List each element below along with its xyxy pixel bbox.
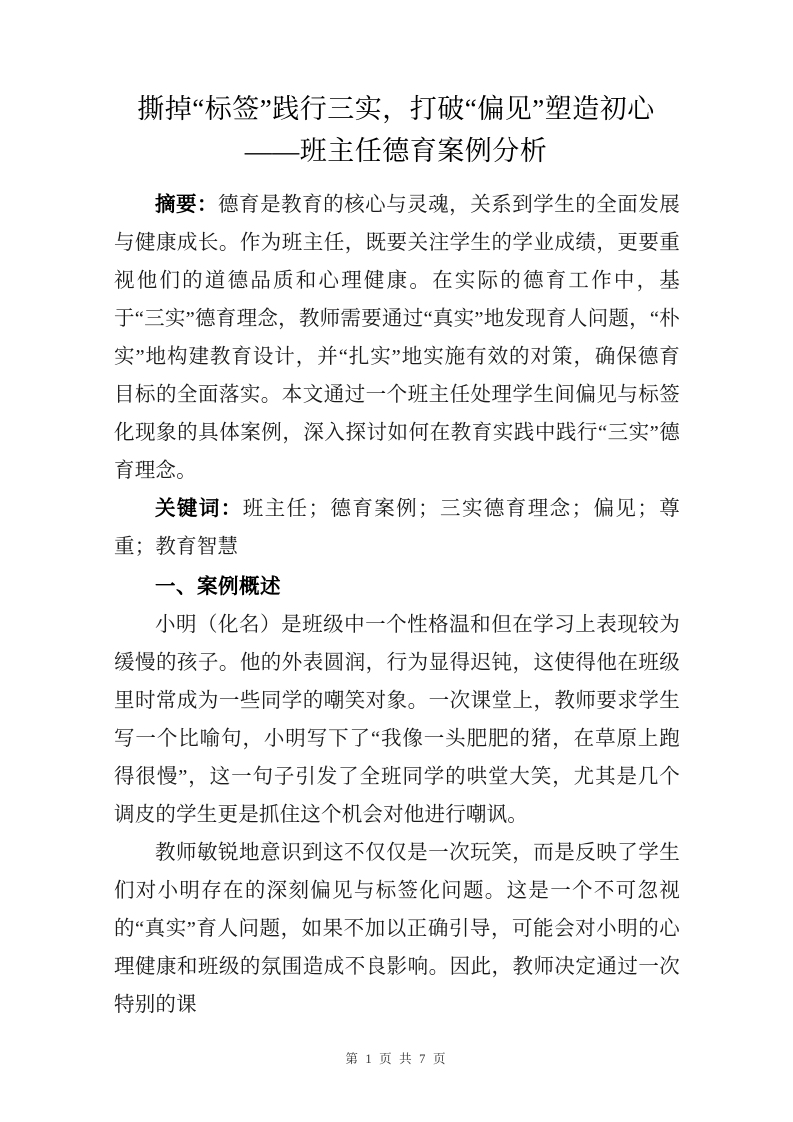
- keywords-text: 班主任；德育案例；三实德育理念；偏见；尊重；教育智慧: [114, 498, 680, 558]
- title-subtitle-line: ——班主任德育案例分析: [244, 136, 548, 166]
- abstract-text: 德育是教育的核心与灵魂，关系到学生的全面发展与健康成长。作为班主任，既要关注学生的学业成绩，更要重视他们的道德品质和心理健康。在实际的德育工作中，基于“三实”德育理念，教师需要通过“真实”地发现育人问题，“朴实”地构建教育设计，并“扎实”地实施有效的对策，确保德育目标的全面落实。本文通过一个班主任处理学生间偏见与标签化现象的具体案例，深入探讨如何在教育实践中践行“三实”德育理念。: [114, 194, 680, 482]
- abstract-label: 摘要：: [155, 194, 219, 216]
- document-body: [114, 186, 680, 1024]
- page-footer: [0, 1050, 793, 1068]
- abstract-paragraph: [114, 186, 680, 490]
- title-main-line: 撕掉“标签”践行三实，打破“偏见”塑造初心: [137, 94, 655, 124]
- keywords-paragraph: [114, 490, 680, 566]
- section-1-paragraph-1: 小明（化名）是班级中一个性格温和但在学习上表现较为缓慢的孩子。他的外表圆润，行为显得迟钝，这使得他在班级里时常成为一些同学的嘲笑对象。一次课堂上，教师要求学生写一个比喻句，小明写下了“我像一头肥肥的猪，在草原上跑得很慢”，这一句子引发了全班同学的哄堂大笑，尤其是几个调皮的学生更是抓住这个机会对他进行嘲讽。: [114, 614, 680, 826]
- keywords-label: 关键词：: [155, 498, 243, 520]
- document-title: [96, 88, 696, 172]
- section-1-paragraph-2: 教师敏锐地意识到这不仅仅是一次玩笑，而是反映了学生们对小明存在的深刻偏见与标签化问题。这是一个不可忽视的“真实”育人问题，如果不加以正确引导，可能会对小明的心理健康和班级的氛围造成不良影响。因此，教师决定通过一次特别的课: [114, 842, 680, 1016]
- page-number-text: 第 1 页 共 7 页: [345, 1052, 448, 1066]
- section-heading-1: 一、案例概述: [155, 576, 281, 598]
